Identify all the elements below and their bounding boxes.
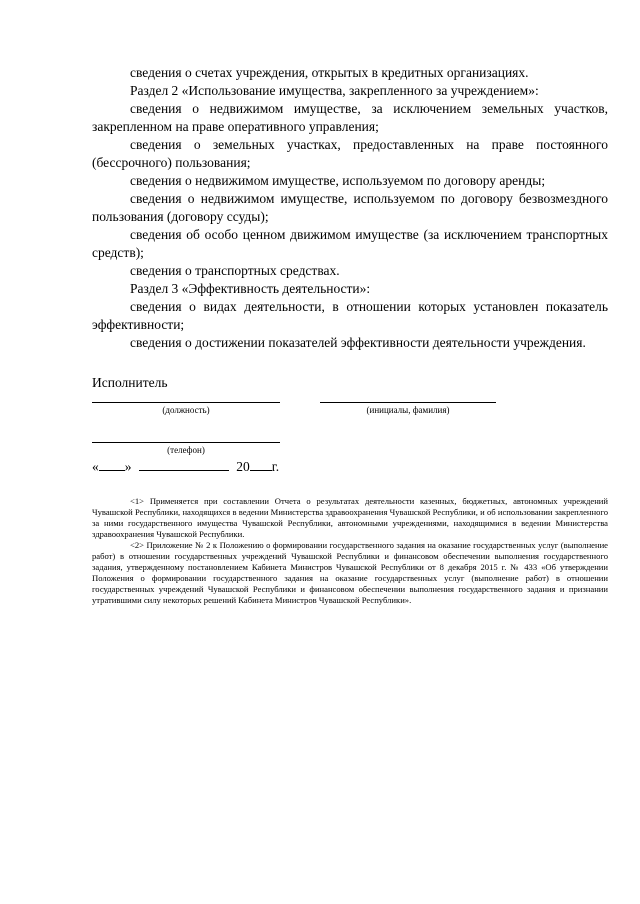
paragraph-accounts: сведения о счетах учреждения, открытых в кредитных организациях.: [130, 65, 529, 80]
year-suffix: г.: [271, 459, 280, 474]
phone-row: [92, 436, 608, 456]
phone-caption: (телефон): [167, 445, 205, 455]
paragraph-real-estate-free-use: сведения о недвижимом имуществе, используемом по договору безвозмездного пользования (договору ссуды);: [92, 191, 608, 224]
paragraph-real-estate-lease: сведения о недвижимом имуществе, используемом по договору аренды;: [130, 173, 546, 188]
month-blank: [139, 458, 229, 471]
section-3-heading: Раздел 3 «Эффективность деятельности»:: [130, 281, 371, 296]
name-line: [320, 402, 496, 403]
paragraph-land-plots: сведения о земельных участках, предоставленных на праве постоянного (бессрочного) пользования;: [92, 137, 608, 170]
year-blank: [250, 458, 272, 471]
document-page: [92, 64, 608, 606]
year-prefix: 20: [236, 459, 250, 474]
footnote-1: <1> Применяется при составлении Отчета о результатах деятельности казенных, бюджетных, автономных учреждений Чувашской Республики, находящихся в ведении Министерства здравоохранения Чувашской Республики, и об использовании закрепленного за ними государственного имущества Чувашской Республики, автономными учреждениями, находящимися в ведении Министерства здравоохранения Чувашской Республики.: [92, 496, 608, 539]
signature-row: [92, 396, 608, 436]
executor-label: Исполнитель: [92, 375, 168, 390]
date-open-quote: «: [92, 459, 99, 474]
report-sections-text: [92, 64, 608, 352]
position-caption: (должность): [162, 405, 210, 415]
paragraph-real-estate-operational: сведения о недвижимом имуществе, за исключением земельных участков, закрепленном на праве оперативного управления;: [92, 101, 608, 134]
paragraph-valuable-movable: сведения об особо ценном движимом имуществе (за исключением транспортных средств);: [92, 227, 608, 260]
footnote-2: <2> Приложение № 2 к Положению о формировании государственного задания на оказание государственных услуг (выполнение работ) в отношении государственных учреждений Чувашской Республики и финансовом обеспечении выполнения государственного задания, утвержденному постановлением Кабинета Министров Чувашской Республики от 8 декабря 2015 г. № 433 «Об утверждении Положения о формировании государственного задания на оказание государственных услуг (выполнение работ) в отношении государственных учреждений Чувашской Республики и финансовом обеспечении выполнения государственного задания и признании утратившими силу некоторых решений Кабинета Министров Чувашской Республики».: [92, 540, 608, 605]
paragraph-performance-indicators: сведения о достижении показателей эффективности деятельности учреждения.: [130, 335, 586, 350]
date-line: [92, 458, 608, 476]
phone-line: [92, 442, 280, 443]
section-2-heading: Раздел 2 «Использование имущества, закрепленного за учреждением»:: [130, 83, 539, 98]
paragraph-activity-types: сведения о видах деятельности, в отношении которых установлен показатель эффективности;: [92, 299, 608, 332]
name-caption: (инициалы, фамилия): [366, 405, 450, 415]
footnotes: [92, 496, 608, 606]
position-line: [92, 402, 280, 403]
date-close-quote: »: [124, 459, 132, 474]
day-blank: [99, 458, 125, 471]
paragraph-vehicles: сведения о транспортных средствах.: [130, 263, 340, 278]
